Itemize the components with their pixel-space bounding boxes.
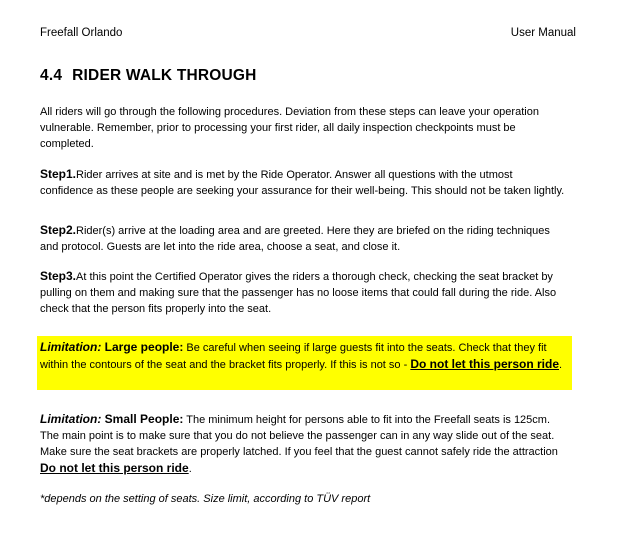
header-right: User Manual [510,27,576,39]
limitation-small-people [40,411,568,477]
section-number: 4.4 [40,67,63,84]
limitation-small-end: . [188,463,192,475]
limitation-large-text: Be careful when seeing if large guests fit into the seats. Check that they fit within the contours of the seat and the bracket fits properly. If this is not so - [40,342,547,371]
step-3-text: At this point the Certified Operator gives the riders a thorough check, checking the seat bracket by pulling on them and making sure that the passenger has no loose items that could fall during the ride. Also check that the person fits properly into the seat. [40,271,557,315]
limitation-small-label: Limitation: [40,412,102,426]
limitation-large-people [40,339,568,373]
header-left: Freefall Orlando [40,27,123,39]
limitation-small-text: The minimum height for persons able to fit into the Freefall seats is 125cm. The main point is to make sure that you do not believe the passenger can in any way slide out of the seat. Make sure the seat brackets are properly latched. If you feel that the guest cannot safely ride the attraction [40,414,558,458]
step-3-label: Step3. [40,269,77,283]
limitation-small-subject: Small People: [104,412,184,426]
limitation-small-warning: Do not let this person ride [40,461,189,475]
section-title [40,67,257,85]
limitation-large-subject: Large people: [104,340,184,354]
limitation-small-title [40,412,183,426]
step-2 [40,222,568,255]
footnote-text: depends on the setting of seats. Size limit, according to TÜV report [44,493,371,505]
section-title-text: RIDER WALK THROUGH [72,67,257,84]
step-1 [40,166,568,199]
limitation-large-label: Limitation: [40,340,102,354]
step-2-text: Rider(s) arrive at the loading area and are greeted. Here they are briefed on the riding techniques and protocol. Guests are let into the ride area, choose a seat, and close it. [40,225,550,253]
step-2-label: Step2. [40,223,77,237]
step-1-text: Rider arrives at site and is met by the Ride Operator. Answer all questions with the utmost confidence as these people are seeking your assurance for their well-being. This should not be taken lightly. [40,169,565,197]
limitation-large-title [40,340,183,354]
limitation-large-warning: Do not let this person ride [410,357,560,371]
intro-paragraph: All riders will go through the following procedures. Deviation from these steps can leave your operation vulnerable. Remember, prior to processing your first rider, all daily inspection checkpoints must be completed. [40,106,539,150]
step-3 [40,268,568,317]
footnote-mark: * [40,493,45,505]
footnote [40,493,370,505]
step-1-label: Step1. [40,167,77,181]
limitation-large-end: . [559,359,563,371]
